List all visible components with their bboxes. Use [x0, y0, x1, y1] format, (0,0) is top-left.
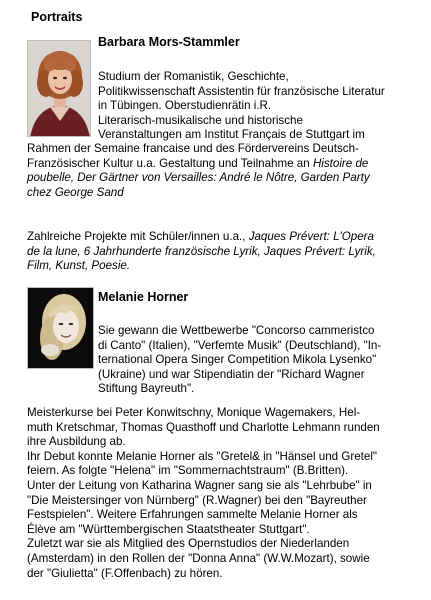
- text-line: Élève am "Württembergischen Staatstheater Stuttgart".: [27, 522, 310, 536]
- text-line: (Ukraine) und war Stipendiatin der "Richard Wagner: [98, 367, 365, 381]
- text-line: in Tübingen. Oberstudienrätin i.R.: [98, 99, 272, 113]
- portrait-illustration: [28, 41, 91, 137]
- text-plain: Rahmen der Semaine francaise und des Fördervereins Deutsch-: [27, 142, 359, 155]
- bio-barbara-right: [98, 70, 385, 143]
- text-line: [27, 186, 370, 201]
- person-name-barbara: Barbara Mors-Stammler: [98, 35, 240, 49]
- text-line: di Canto" (Italien), "Verfemte Musik" (Deutschland), "In-: [98, 338, 382, 352]
- bio-barbara-full: [27, 142, 370, 200]
- text-line: Literarisch-musikalische und historische: [98, 113, 303, 127]
- person-name-melanie: Melanie Horner: [98, 290, 189, 304]
- bio-melanie-full: [27, 406, 380, 581]
- text-line: Zuletzt war sie als Mitglied des Opernstudios der Niederlanden: [27, 537, 350, 551]
- text-line: [27, 259, 376, 274]
- text-line: "Die Meistersinger von Nürnberg" (R.Wagner) bei den "Bayreuther: [27, 493, 367, 507]
- text-italic: Film, Kunst, Poesie.: [27, 259, 131, 273]
- portrait-photo-melanie: [27, 287, 94, 369]
- text-line: muth Kretschmar, Thomas Quasthoff und Charlotte Lehmann runden: [27, 420, 380, 434]
- bio-melanie-right: [98, 324, 381, 397]
- text-italic: chez George Sand: [27, 185, 124, 199]
- text-line: [27, 171, 370, 186]
- text-line: Festspielen". Weitere Erfahrungen sammelte Melanie Horner als: [27, 508, 358, 522]
- text-line: [27, 230, 376, 245]
- text-line: Studium der Romanistik, Geschichte,: [98, 70, 289, 83]
- text-line: der "Giulietta" (F.Offenbach) zu hören.: [27, 566, 223, 580]
- text-line: Veranstaltungen am Institut Français de Stuttgart im: [98, 128, 365, 142]
- text-italic: de la lune, 6 Jahrhunderte französische Lyrik, Jaques Prévert: Lyrik,: [27, 244, 376, 258]
- text-line: Ihr Debut konnte Melanie Horner als "Gretel& in "Hänsel und Gretel": [27, 449, 378, 463]
- text-line: feiern. As folgte "Helena" im "Sommernachtstraum" (B.Britten).: [27, 464, 349, 478]
- text-italic: Histoire de: [312, 156, 369, 170]
- text-plain: Zahlreiche Projekte mit Schüler/innen u.a.,: [27, 230, 249, 243]
- text-line: Unter der Leitung von Katharina Wagner sang sie als "Lehrbube" in: [27, 478, 372, 492]
- text-line: ternational Opera Singer Competition Mikola Lysenko": [98, 353, 377, 367]
- text-line: Politikwissenschaft Assistentin für französische Literatur: [98, 84, 385, 98]
- text-line: Meisterkurse bei Peter Konwitschny, Monique Wagemakers, Hel-: [27, 406, 361, 419]
- projects-barbara: [27, 230, 376, 274]
- text-italic: Jaques Prévert: L'Opera: [248, 230, 374, 243]
- text-line: [27, 142, 370, 157]
- text-line: (Amsterdam) in den Rollen der "Donna Anna" (W.W.Mozart), sowie: [27, 551, 370, 565]
- text-line: Sie gewann die Wettbewerbe "Concorso cammeristco: [98, 324, 375, 337]
- text-line: ihre Ausbildung ab.: [27, 435, 126, 449]
- text-plain: Französischer Kultur u.a. Gestaltung und Teilnahme an: [27, 156, 313, 170]
- text-line: [27, 157, 370, 172]
- section-title: Portraits: [31, 10, 83, 24]
- portrait-photo-barbara: [27, 40, 91, 137]
- text-line: [27, 245, 376, 260]
- text-line: Stiftung Bayreuth".: [98, 382, 195, 396]
- portrait-illustration: [28, 288, 94, 369]
- text-italic: poubelle, Der Gärtner von Versailles: André le Nôtre, Garden Party: [27, 171, 370, 185]
